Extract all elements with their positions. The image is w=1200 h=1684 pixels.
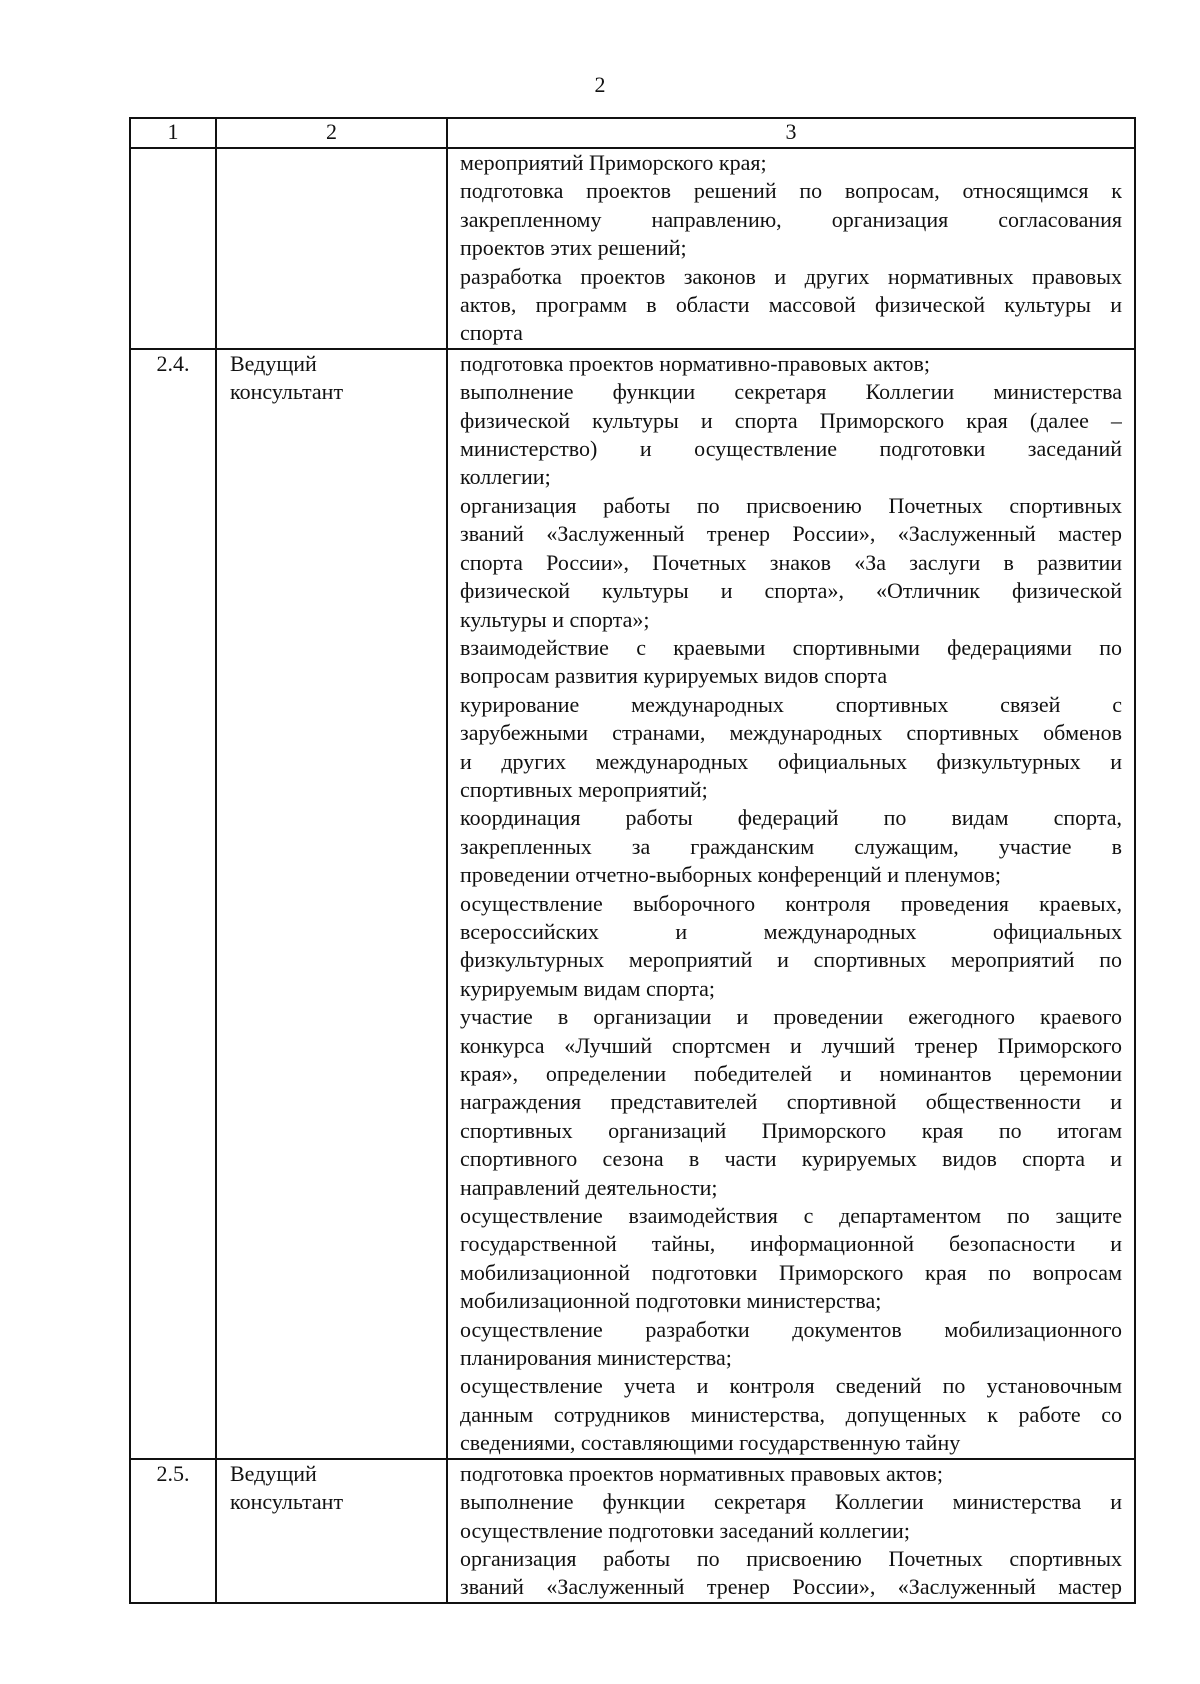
duty-line: спортивного сезона в части курируемых видов спорта и xyxy=(460,1146,1122,1172)
header-cell-position: 2 xyxy=(216,118,447,148)
duty-line: званий «Заслуженный тренер России», «Заслуженный мастер xyxy=(460,521,1122,547)
position-line: консультант xyxy=(230,379,344,405)
duty-line: награждения представителей спортивной общественности и xyxy=(460,1089,1122,1115)
duty-line: участие в организации и проведении ежегодного краевого xyxy=(460,1004,1122,1030)
duty-line: курирование международных спортивных связей с xyxy=(460,691,1122,717)
row-number-cell xyxy=(130,148,216,349)
duty-line: выполнение функции секретаря Коллегии министерства xyxy=(460,379,1122,405)
duty-line: спорта России», Почетных знаков «За заслуги в развитии xyxy=(460,549,1122,575)
duties-cell xyxy=(447,1459,1135,1603)
duty-line: сведениями, составляющими государственную тайну xyxy=(460,1430,961,1456)
duty-line: подготовка проектов нормативно-правовых актов; xyxy=(460,350,930,376)
duties-cell xyxy=(447,148,1135,349)
duty-line: подготовка проектов решений по вопросам, относящимся к xyxy=(460,178,1122,204)
row-number-cell: 2.4. xyxy=(130,349,216,1459)
duty-line: данным сотрудников министерства, допущенных к работе со xyxy=(460,1401,1122,1427)
duty-line: государственной тайны, информационной безопасности и xyxy=(460,1231,1122,1257)
duty-line: осуществление подготовки заседаний коллегии; xyxy=(460,1517,910,1543)
duty-line: взаимодействие с краевыми спортивными федерациями по xyxy=(460,634,1122,660)
duty-line: физической культуры и спорта Приморского края (далее – xyxy=(460,407,1122,433)
duty-line: спорта xyxy=(460,320,523,346)
duty-line: осуществление разработки документов мобилизационного xyxy=(460,1316,1122,1342)
duty-line: конкурса «Лучший спортсмен и лучший тренер Приморского xyxy=(460,1032,1122,1058)
duties-table xyxy=(129,117,1136,1604)
duty-line: физкультурных мероприятий и спортивных мероприятий по xyxy=(460,947,1122,973)
table-row xyxy=(130,1459,1135,1603)
duty-line: спортивных организаций Приморского края по итогам xyxy=(460,1117,1122,1143)
duty-line: званий «Заслуженный тренер России», «Заслуженный мастер xyxy=(460,1574,1122,1600)
duty-line: планирования министерства; xyxy=(460,1345,732,1371)
duty-line: мероприятий Приморского края; xyxy=(460,150,767,175)
position-cell xyxy=(216,349,447,1459)
duty-line: всероссийских и международных официальных xyxy=(460,918,1122,944)
header-cell-duties: 3 xyxy=(447,118,1135,148)
position-line: Ведущий xyxy=(230,350,317,376)
duty-line: направлений деятельности; xyxy=(460,1174,718,1200)
duty-line: организация работы по присвоению Почетных спортивных xyxy=(460,1545,1122,1571)
duties-cell xyxy=(447,349,1135,1459)
duty-line: актов, программ в области массовой физической культуры и xyxy=(460,292,1122,318)
duty-line: края», определении победителей и номинантов церемонии xyxy=(460,1061,1122,1086)
position-cell xyxy=(216,1459,447,1603)
duty-line: осуществление выборочного контроля проведения краевых, xyxy=(460,890,1122,916)
duty-line: вопросам развития курируемых видов спорта xyxy=(460,663,888,689)
duty-line: проектов этих решений; xyxy=(460,235,687,261)
position-line: Ведущий xyxy=(230,1460,317,1486)
duty-line: разработка проектов законов и других нормативных правовых xyxy=(460,263,1122,289)
duty-line: закрепленных за гражданским служащим, участие в xyxy=(460,833,1122,859)
duty-line: осуществление учета и контроля сведений по установочным xyxy=(460,1373,1122,1399)
page-number: 2 xyxy=(594,72,606,97)
duty-line: координация работы федераций по видам спорта, xyxy=(460,805,1122,831)
duty-line: и других международных официальных физкультурных и xyxy=(460,748,1122,774)
duty-line: закрепленному направлению, организация согласования xyxy=(460,206,1122,232)
row-number-cell: 2.5. xyxy=(130,1459,216,1603)
duty-line: физической культуры и спорта», «Отличник физической xyxy=(460,578,1122,604)
duty-line: выполнение функции секретаря Коллегии министерства и xyxy=(460,1489,1122,1515)
duty-line: зарубежными странами, международных спортивных обменов xyxy=(460,720,1122,746)
table-row xyxy=(130,349,1135,1459)
duty-line: проведении отчетно-выборных конференций и пленумов; xyxy=(460,862,1001,888)
position-cell xyxy=(216,148,447,349)
duty-line: коллегии; xyxy=(460,464,551,490)
duty-line: культуры и спорта»; xyxy=(460,606,650,632)
table-row xyxy=(130,148,1135,349)
duty-line: министерство) и осуществление подготовки заседаний xyxy=(460,436,1122,462)
header-cell-number: 1 xyxy=(130,118,216,148)
duty-line: организация работы по присвоению Почетных спортивных xyxy=(460,492,1122,518)
table-header-row xyxy=(130,118,1135,148)
position-line: консультант xyxy=(230,1489,344,1515)
duty-line: мобилизационной подготовки министерства; xyxy=(460,1288,882,1314)
duty-line: курируемым видам спорта; xyxy=(460,975,716,1001)
duty-line: мобилизационной подготовки Приморского края по вопросам xyxy=(460,1259,1122,1285)
duty-line: подготовка проектов нормативных правовых актов; xyxy=(460,1460,943,1486)
duty-line: осуществление взаимодействия с департаментом по защите xyxy=(460,1203,1122,1229)
duty-line: спортивных мероприятий; xyxy=(460,776,708,802)
